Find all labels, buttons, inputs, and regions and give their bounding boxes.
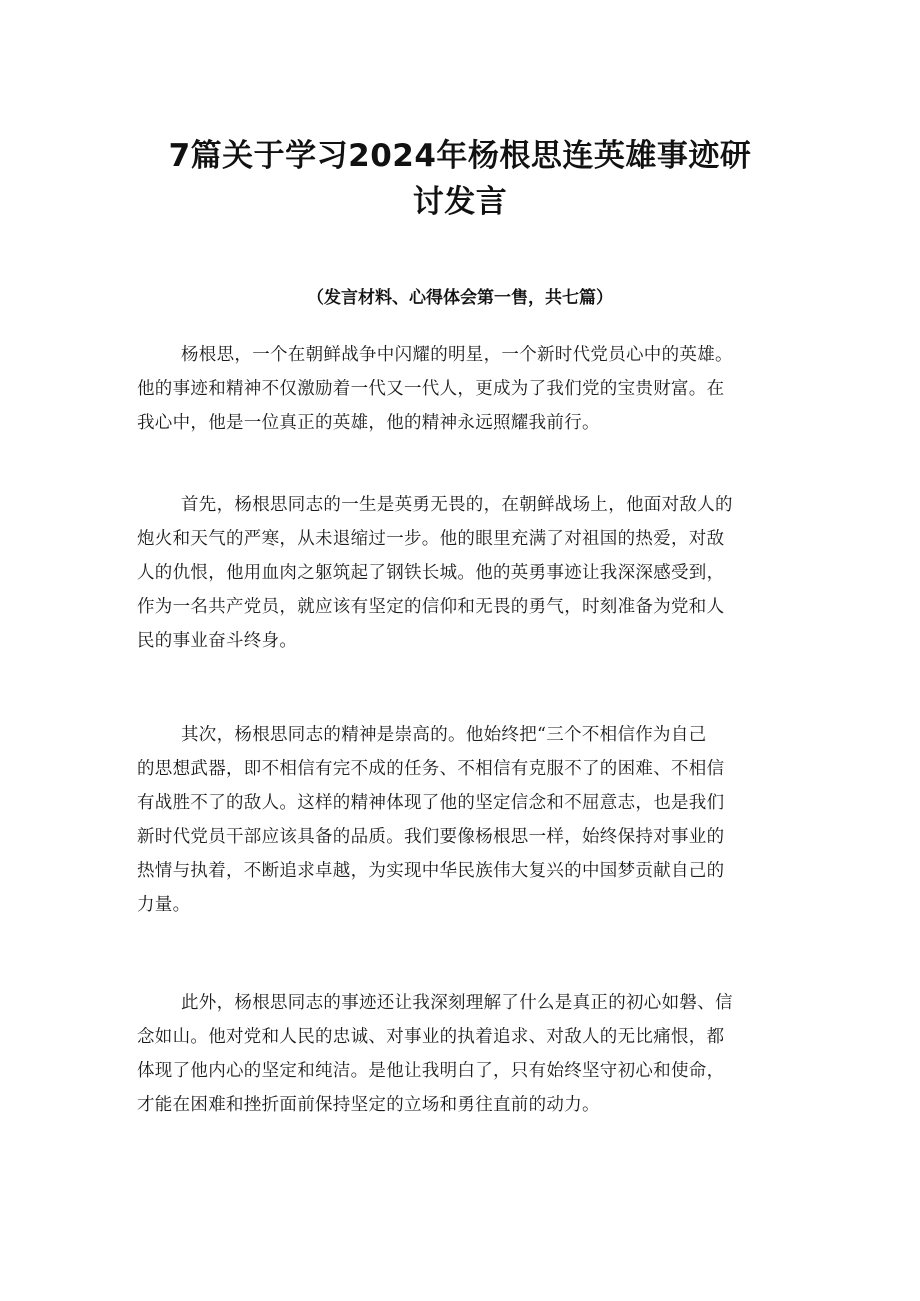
text-line: 新时代党员干部应该具备的品质。我们要像杨根思一样，始终保持对事业的 [137, 827, 725, 847]
document-subtitle: （发言材料、心得体会第一售，共七篇） [307, 288, 613, 308]
text-line: 其次，杨根思同志的精神是崇高的。他始终把“三个不相信作为自己 [181, 725, 707, 745]
text-line: 作为一名共产党员，就应该有坚定的信仰和无畏的勇气，时刻准备为党和人 [137, 597, 725, 617]
text-line: 力量。 [137, 895, 191, 915]
title-line-2: 讨发言 [412, 183, 508, 220]
text-line: 杨根思，一个在朝鲜战争中闪耀的明星，一个新时代党员心中的英雄。 [181, 345, 733, 365]
text-line: 此外，杨根思同志的事迹还让我深刻理解了什么是真正的初心如磐、信 [181, 993, 733, 1013]
text-line: 民的事业奋斗终身。 [137, 631, 298, 651]
text-line: 热情与执着，不断追求卓越，为实现中华民族伟大复兴的中国梦贡献自己的 [137, 861, 725, 881]
text-line: 有战胜不了的敌人。这样的精神体现了他的坚定信念和不屈意志，也是我们 [137, 793, 725, 813]
document-title [100, 133, 820, 225]
paragraph-1 [137, 338, 799, 440]
text-line: 的思想武器，即不相信有完不成的任务、不相信有克服不了的困难、不相信 [137, 759, 725, 779]
paragraph-4 [137, 986, 799, 1122]
title-line-1: 7篇关于学习2024年杨根思连英雄事迹研 [168, 137, 752, 174]
paragraph-3 [137, 718, 799, 922]
text-line: 人的仇恨，他用血肉之躯筑起了钢铁长城。他的英勇事迹让我深深感受到， [137, 563, 725, 583]
text-line: 炮火和天气的严寒，从未退缩过一步。他的眼里充满了对祖国的热爱，对敌 [137, 529, 725, 549]
text-line: 首先，杨根思同志的一生是英勇无畏的，在朝鲜战场上，他面对敌人的 [181, 495, 733, 515]
text-line: 念如山。他对党和人民的忠诚、对事业的执着追求、对敌人的无比痛恨，都 [137, 1027, 725, 1047]
paragraph-2 [137, 488, 799, 658]
text-line: 他的事迹和精神不仅激励着一代又一代人，更成为了我们党的宝贵财富。在 [137, 379, 725, 399]
text-line: 才能在困难和挫折面前保持坚定的立场和勇往直前的动力。 [137, 1095, 600, 1115]
text-line: 我心中，他是一位真正的英雄，他的精神永远照耀我前行。 [137, 413, 600, 433]
text-line: 体现了他内心的坚定和纯洁。是他让我明白了，只有始终坚守初心和使命， [137, 1061, 725, 1081]
